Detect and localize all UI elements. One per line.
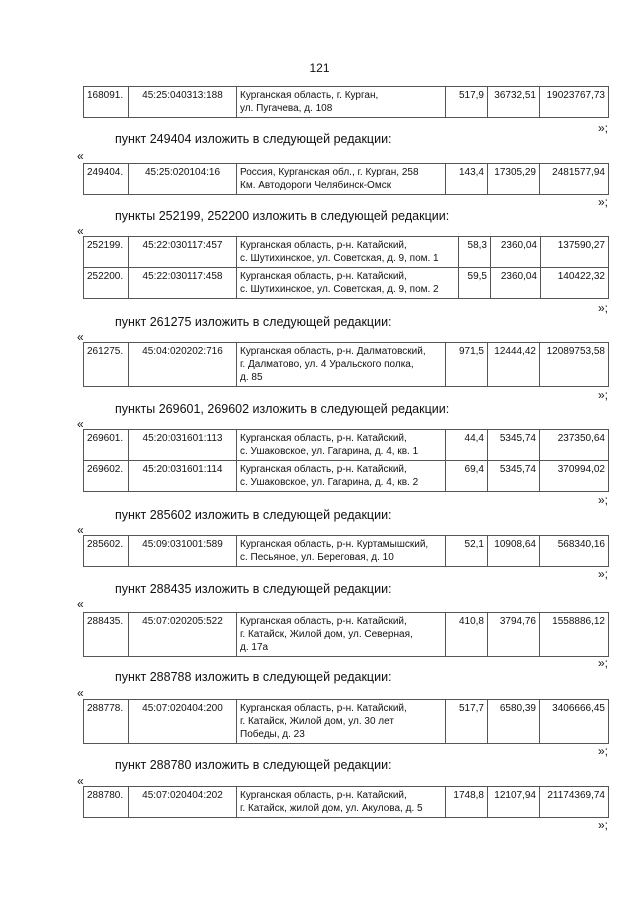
record-table [83,535,609,567]
close-quote: »; [598,121,609,135]
record-table [83,786,609,818]
cadastral-value: 12089753,58 [540,343,609,387]
cadastral-value: 3406666,45 [540,700,609,744]
close-quote: »; [598,493,609,507]
table-row [84,164,609,195]
record-number: 288778. [84,700,129,744]
cadastral-number: 45:25:040313:188 [129,87,237,118]
price-per-unit: 3794,76 [488,613,540,657]
price-per-unit: 2360,04 [491,268,541,299]
cadastral-number: 45:22:030117:457 [129,237,237,268]
open-quote: « [77,224,84,238]
cadastral-number: 45:20:031601:113 [129,430,237,461]
area: 52,1 [446,536,488,567]
cadastral-value: 1558886,12 [540,613,609,657]
cadastral-number: 45:07:020205:522 [129,613,237,657]
amendment-caption: пункт 261275 изложить в следующей редакции: [115,315,392,329]
amendment-caption: пункт 288435 изложить в следующей редакции: [115,582,392,596]
table-row [84,268,609,299]
table-row [84,613,609,657]
cadastral-value: 568340,16 [540,536,609,567]
cadastral-number: 45:07:020404:202 [129,787,237,818]
price-per-unit: 5345,74 [488,430,540,461]
cadastral-value: 237350,64 [540,430,609,461]
record-number: 269602. [84,461,129,492]
table-row [84,787,609,818]
cadastral-value: 370994,02 [540,461,609,492]
close-quote: »; [598,567,609,581]
cadastral-number: 45:07:020404:200 [129,700,237,744]
area: 1748,8 [446,787,488,818]
address: Курганская область, р-н. Катайский, с. Шутихинское, ул. Советская, д. 9, пом. 2 [237,268,459,299]
address: Курганская область, р-н. Катайский, г. Катайск, Жилой дом, ул. Северная, д. 17а [237,613,446,657]
close-quote: »; [598,656,609,670]
address: Курганская область, р-н. Катайский, с. Ушаковское, ул. Гагарина, д. 4, кв. 2 [237,461,446,492]
price-per-unit: 2360,04 [491,237,541,268]
area: 517,9 [446,87,488,118]
open-quote: « [77,330,84,344]
cadastral-number: 45:20:031601:114 [129,461,237,492]
cadastral-value: 21174369,74 [540,787,609,818]
address: Курганская область, р-н. Куртамышский, с. Песьяное, ул. Береговая, д. 10 [237,536,446,567]
cadastral-number: 45:04:020202:716 [129,343,237,387]
open-quote: « [77,597,84,611]
close-quote: »; [598,195,609,209]
open-quote: « [77,417,84,431]
open-quote: « [77,523,84,537]
area: 143,4 [446,164,488,195]
table-row [84,87,609,118]
area: 59,5 [459,268,491,299]
amendment-caption: пункты 252199, 252200 изложить в следующей редакции: [115,209,450,223]
record-table [83,429,609,492]
open-quote: « [77,774,84,788]
close-quote: »; [598,388,609,402]
cadastral-value: 2481577,94 [540,164,609,195]
amendment-caption: пункт 285602 изложить в следующей редакции: [115,508,392,522]
amendment-caption: пункт 288780 изложить в следующей редакции: [115,758,392,772]
record-number: 285602. [84,536,129,567]
close-quote: »; [598,818,609,832]
cadastral-value: 137590,27 [541,237,609,268]
price-per-unit: 6580,39 [488,700,540,744]
record-table [83,163,609,195]
area: 517,7 [446,700,488,744]
area: 58,3 [459,237,491,268]
cadastral-number: 45:25:020104:16 [129,164,237,195]
address: Россия, Курганская обл., г. Курган, 258 Км. Автодороги Челябинск-Омск [237,164,446,195]
record-number: 288780. [84,787,129,818]
table-row [84,700,609,744]
price-per-unit: 5345,74 [488,461,540,492]
cadastral-number: 45:22:030117:458 [129,268,237,299]
record-table [83,612,609,657]
cadastral-value: 19023767,73 [540,87,609,118]
address: Курганская область, р-н. Катайский, с. Ушаковское, ул. Гагарина, д. 4, кв. 1 [237,430,446,461]
price-per-unit: 36732,51 [488,87,540,118]
record-number: 252200. [84,268,129,299]
open-quote: « [77,149,84,163]
area: 69,4 [446,461,488,492]
amendment-caption: пункт 288788 изложить в следующей редакции: [115,670,392,684]
record-table [83,699,609,744]
close-quote: »; [598,301,609,315]
record-table [83,342,609,387]
open-quote: « [77,686,84,700]
area: 44,4 [446,430,488,461]
address: Курганская область, р-н. Далматовский, г. Далматово, ул. 4 Уральского полка, д. 85 [237,343,446,387]
price-per-unit: 12444,42 [488,343,540,387]
table-row [84,536,609,567]
record-number: 249404. [84,164,129,195]
record-number: 269601. [84,430,129,461]
table-row [84,461,609,492]
record-number: 261275. [84,343,129,387]
amendment-caption: пункт 249404 изложить в следующей редакции: [115,132,392,146]
cadastral-number: 45:09:031001:589 [129,536,237,567]
area: 971,5 [446,343,488,387]
address: Курганская область, г. Курган, ул. Пугачева, д. 108 [237,87,446,118]
area: 410,8 [446,613,488,657]
record-number: 252199. [84,237,129,268]
close-quote: »; [598,744,609,758]
address: Курганская область, р-н. Катайский, г. Катайск, жилой дом, ул. Акулова, д. 5 [237,787,446,818]
price-per-unit: 12107,94 [488,787,540,818]
address: Курганская область, р-н. Катайский, г. Катайск, Жилой дом, ул. 30 лет Победы, д. 23 [237,700,446,744]
cadastral-value: 140422,32 [541,268,609,299]
table-row [84,343,609,387]
page-number: 121 [309,61,330,75]
price-per-unit: 17305,29 [488,164,540,195]
record-table [83,86,609,118]
record-number: 288435. [84,613,129,657]
amendment-caption: пункты 269601, 269602 изложить в следующей редакции: [115,402,450,416]
record-table [83,236,609,299]
table-row [84,237,609,268]
table-row [84,430,609,461]
record-number: 168091. [84,87,129,118]
address: Курганская область, р-н. Катайский, с. Шутихинское, ул. Советская, д. 9, пом. 1 [237,237,459,268]
price-per-unit: 10908,64 [488,536,540,567]
